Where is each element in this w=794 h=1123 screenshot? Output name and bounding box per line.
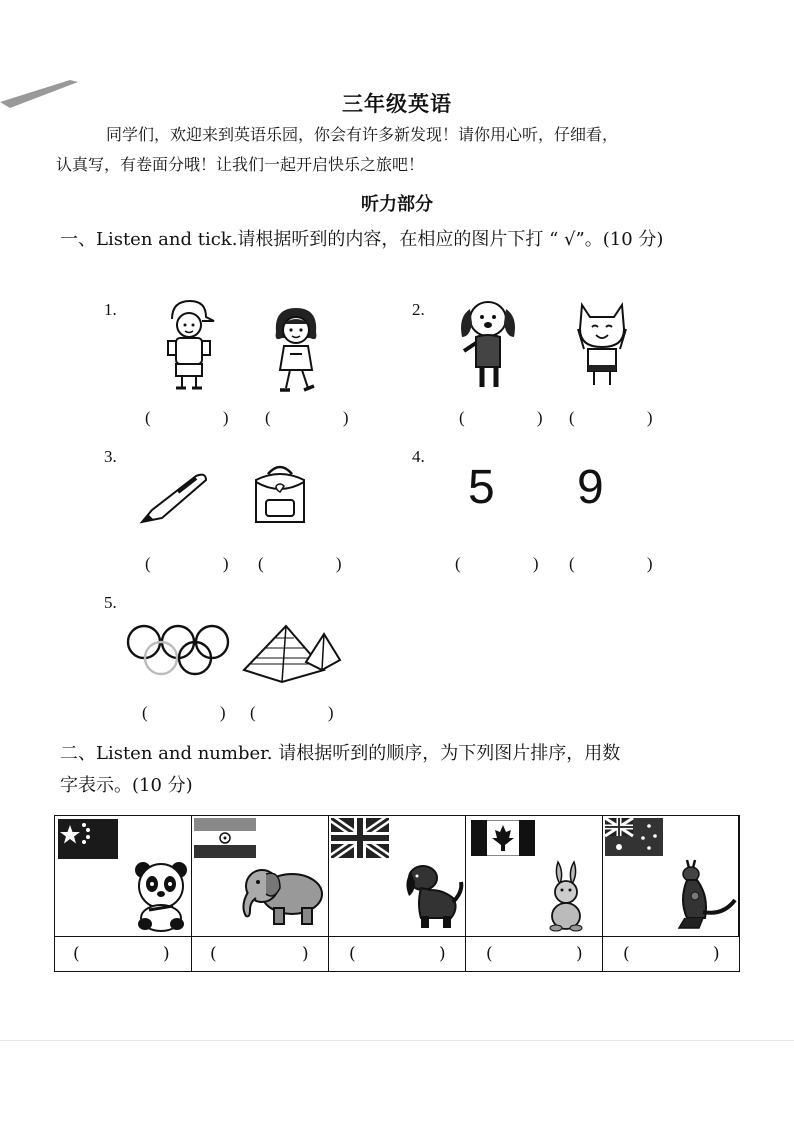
item-4-answer-a[interactable]: ( ) bbox=[455, 554, 573, 573]
answer-cell-5[interactable]: ( ) bbox=[623, 944, 720, 964]
schoolbag-icon bbox=[250, 460, 310, 528]
panda-icon bbox=[133, 860, 189, 932]
question-2-title-line-2: 字表示。(10 分) bbox=[60, 775, 193, 796]
item-2-number: 2. bbox=[412, 300, 425, 319]
item-5-number: 5. bbox=[104, 593, 117, 612]
item-4-answer-b[interactable]: ( ) bbox=[569, 554, 687, 573]
kangaroo-icon bbox=[675, 856, 737, 934]
intro-line-1: 同学们，欢迎来到英语乐园，你会有许多新发现！请你用心听，仔细看， bbox=[106, 125, 619, 144]
item-3-answer-a[interactable]: ( ) bbox=[145, 554, 263, 573]
table-cell-1 bbox=[55, 816, 192, 936]
item-5-answer-b[interactable]: ( ) bbox=[250, 703, 368, 722]
table-cell-4 bbox=[466, 816, 603, 936]
cat-icon bbox=[570, 295, 634, 391]
pen-icon bbox=[138, 470, 210, 526]
item-3-number: 3. bbox=[104, 447, 117, 466]
question-2-title bbox=[60, 738, 780, 802]
rabbit-icon bbox=[542, 858, 592, 932]
olympic-rings-icon bbox=[124, 622, 232, 678]
dog-icon bbox=[456, 293, 520, 393]
page-title: 三年级英语 bbox=[342, 91, 452, 116]
boy-icon bbox=[158, 295, 218, 395]
china-flag-icon bbox=[58, 819, 118, 859]
item-3-answer-b[interactable]: ( ) bbox=[258, 554, 376, 573]
digit-five: 5 bbox=[468, 461, 495, 514]
australia-flag-icon bbox=[605, 818, 663, 856]
item-5-answer-a[interactable]: ( ) bbox=[142, 703, 260, 722]
dog-icon bbox=[403, 862, 465, 932]
intro-text bbox=[56, 120, 752, 180]
uk-flag-icon bbox=[331, 818, 389, 858]
elephant-icon bbox=[236, 860, 326, 930]
india-flag-icon bbox=[194, 818, 256, 858]
item-1-answer-a[interactable]: ( ) bbox=[145, 408, 263, 427]
item-1-answer-b[interactable]: ( ) bbox=[265, 408, 383, 427]
table-cell-5 bbox=[603, 816, 739, 936]
girl-icon bbox=[266, 302, 326, 398]
item-2-answer-b[interactable]: ( ) bbox=[569, 408, 687, 427]
answer-row bbox=[55, 936, 739, 972]
answer-cell-2[interactable]: ( ) bbox=[192, 937, 329, 972]
item-2-answer-a[interactable]: ( ) bbox=[459, 408, 577, 427]
question-2-title-line-1: 二、Listen and number. 请根据听到的顺序，为下列图片排序，用数 bbox=[60, 743, 621, 764]
answer-cell-1[interactable]: ( ) bbox=[55, 937, 192, 972]
answer-cell-3[interactable]: ( ) bbox=[329, 937, 466, 972]
answer-cell-4[interactable]: ( ) bbox=[466, 937, 603, 972]
item-4-number: 4. bbox=[412, 447, 425, 466]
table-cell-2 bbox=[192, 816, 329, 936]
page-bottom-edge bbox=[0, 1040, 794, 1041]
intro-line-2: 认真写，有卷面分哦！让我们一起开启快乐之旅吧！ bbox=[56, 155, 425, 174]
pyramids-icon bbox=[242, 624, 342, 684]
listen-number-table bbox=[54, 815, 740, 972]
canada-flag-icon bbox=[471, 820, 535, 856]
section-heading: 听力部分 bbox=[361, 194, 433, 215]
item-1-number: 1. bbox=[104, 300, 117, 319]
question-1-title: 一、Listen and tick.请根据听到的内容，在相应的图片下打 “ √”。(10 分) bbox=[60, 229, 664, 250]
digit-nine: 9 bbox=[577, 461, 604, 514]
table-cell-3 bbox=[329, 816, 466, 936]
